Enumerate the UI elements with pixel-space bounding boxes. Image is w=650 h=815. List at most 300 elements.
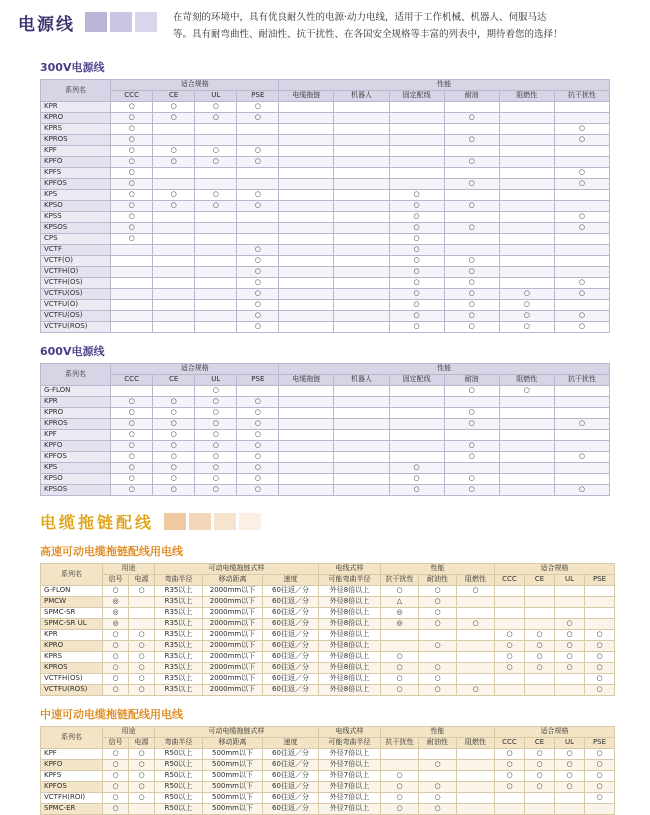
- cell-信号: ○: [103, 749, 129, 760]
- th-power: 电源: [129, 738, 155, 749]
- cell-耐油: ○: [444, 441, 499, 452]
- cell-CE: ○: [153, 441, 195, 452]
- cell-UL: [195, 234, 237, 245]
- cell-耐油: ○: [444, 452, 499, 463]
- cell-阻燃性: [499, 113, 554, 124]
- cell-电源: ○: [129, 674, 155, 685]
- cell-移动距离: 2000mm以下: [203, 652, 263, 663]
- cell-机器人: [334, 289, 389, 300]
- cell-PSE: ○: [585, 652, 615, 663]
- cell-PSE: ○: [585, 663, 615, 674]
- th-robot: 机器人: [334, 375, 389, 386]
- cell-CE: [525, 804, 555, 815]
- cell-机器人: [334, 485, 389, 496]
- cell-CCC: ○: [495, 652, 525, 663]
- th-signal: 信号: [103, 738, 129, 749]
- cell-机器人: [334, 234, 389, 245]
- table-row: [41, 749, 615, 760]
- cell-速度: 60往返／分: [263, 793, 319, 804]
- cell-抗干扰性: [554, 300, 609, 311]
- cell-UL: [555, 608, 585, 619]
- cell-阻燃性: [499, 474, 554, 485]
- header-intro: [173, 8, 640, 43]
- cell-CE: ○: [153, 474, 195, 485]
- swatch-2: [110, 12, 132, 32]
- cell-CE: [153, 289, 195, 300]
- cell-固定配线: ○: [389, 212, 444, 223]
- table-row: [41, 311, 610, 322]
- cell-CCC: [495, 674, 525, 685]
- cell-UL: ○: [555, 771, 585, 782]
- cell-series-name: KPSO: [41, 201, 111, 212]
- cell-CCC: [495, 597, 525, 608]
- cell-抗干扰性: ○: [381, 586, 419, 597]
- cell-CCC: [495, 804, 525, 815]
- cell-PSE: ○: [237, 157, 279, 168]
- cell-CCC: ○: [111, 234, 153, 245]
- cell-CCC: ○: [111, 408, 153, 419]
- cell-series-name: KPS: [41, 190, 111, 201]
- cell-series-name: KPR: [41, 102, 111, 113]
- cell-固定配线: [389, 146, 444, 157]
- cell-UL: ○: [195, 397, 237, 408]
- cell-CCC: ○: [111, 190, 153, 201]
- page-title: 电源线: [18, 15, 75, 35]
- table-row: [41, 641, 615, 652]
- table-row: [41, 289, 610, 300]
- cell-CE: [153, 168, 195, 179]
- table-highspeed-body: [41, 586, 615, 696]
- cell-抗干扰性: ○: [554, 212, 609, 223]
- cell-UL: [195, 289, 237, 300]
- th-robot: 机器人: [334, 91, 389, 102]
- cell-电缆拖链: [279, 212, 334, 223]
- cell-CCC: [495, 586, 525, 597]
- cell-CE: ○: [153, 157, 195, 168]
- cell-电缆拖链: [279, 397, 334, 408]
- cell-series-name: KPROS: [41, 663, 103, 674]
- cell-series-name: KPFS: [41, 771, 103, 782]
- cell-机器人: [334, 441, 389, 452]
- cell-抗干扰性: ○: [381, 782, 419, 793]
- cell-PSE: ○: [585, 641, 615, 652]
- cell-可能弯曲半径: 外径8倍以上: [319, 630, 381, 641]
- cell-固定配线: ○: [389, 474, 444, 485]
- cell-可能弯曲半径: 外径7倍以上: [319, 760, 381, 771]
- cell-固定配线: [389, 157, 444, 168]
- th-oil-resist: 耐油性: [419, 575, 457, 586]
- cell-机器人: [334, 386, 389, 397]
- th-noise-resist: 抗干扰性: [554, 91, 609, 102]
- cell-阻燃性: ○: [457, 586, 495, 597]
- cell-固定配线: ○: [389, 267, 444, 278]
- cell-耐油: ○: [444, 322, 499, 333]
- cell-固定配线: [389, 430, 444, 441]
- th-flame-resist: 阻燃性: [457, 575, 495, 586]
- th-oil-resist: 耐油性: [419, 738, 457, 749]
- cell-固定配线: ○: [389, 463, 444, 474]
- band-swatches: [164, 513, 261, 530]
- cell-CE: [153, 245, 195, 256]
- cell-抗干扰性: ○: [554, 124, 609, 135]
- cell-阻燃性: [457, 782, 495, 793]
- cell-PSE: [585, 586, 615, 597]
- table-row: [41, 452, 610, 463]
- cell-弯曲半径: R35以上: [155, 619, 203, 630]
- cell-阻燃性: [499, 223, 554, 234]
- cell-阻燃性: [499, 256, 554, 267]
- cell-PSE: ○: [585, 771, 615, 782]
- cell-抗干扰性: ○: [381, 793, 419, 804]
- cell-速度: 60往返／分: [263, 641, 319, 652]
- cell-UL: [555, 793, 585, 804]
- cell-CCC: ○: [111, 168, 153, 179]
- cell-PSE: ○: [237, 463, 279, 474]
- cell-弯曲半径: R35以上: [155, 597, 203, 608]
- cell-CCC: [111, 245, 153, 256]
- cell-UL: [195, 311, 237, 322]
- cell-固定配线: ○: [389, 278, 444, 289]
- cell-CCC: [495, 619, 525, 630]
- cell-固定配线: [389, 102, 444, 113]
- th-drag-chain: 电缆拖链: [279, 91, 334, 102]
- th-wire-spec: 电线式样: [319, 564, 381, 575]
- cell-电源: ○: [129, 749, 155, 760]
- cell-弯曲半径: R35以上: [155, 586, 203, 597]
- cell-固定配线: [389, 397, 444, 408]
- cell-CCC: ○: [111, 179, 153, 190]
- table-row: [41, 441, 610, 452]
- cell-抗干扰性: [554, 397, 609, 408]
- cell-PSE: [585, 804, 615, 815]
- cell-series-name: KPSS: [41, 212, 111, 223]
- cell-弯曲半径: R50以上: [155, 749, 203, 760]
- cell-机器人: [334, 474, 389, 485]
- cell-可能弯曲半径: 外径8倍以上: [319, 685, 381, 696]
- cell-series-name: KPRS: [41, 652, 103, 663]
- cell-PSE: ○: [237, 430, 279, 441]
- cell-series-name: VCTFU(OS): [41, 289, 111, 300]
- th-travel: 移动距离: [203, 575, 263, 586]
- band-swatch-1: [164, 513, 186, 530]
- cell-series-name: VCTFU(ROS): [41, 685, 103, 696]
- cell-PSE: ○: [237, 289, 279, 300]
- cell-UL: [195, 179, 237, 190]
- cell-弯曲半径: R35以上: [155, 663, 203, 674]
- cell-CE: ○: [525, 760, 555, 771]
- cell-CCC: ○: [111, 441, 153, 452]
- table-row: [41, 179, 610, 190]
- table-row: [41, 474, 610, 485]
- cell-速度: 60往返／分: [263, 674, 319, 685]
- cell-UL: ○: [195, 201, 237, 212]
- cell-CE: [525, 685, 555, 696]
- cell-阻燃性: [499, 179, 554, 190]
- cell-UL: ○: [195, 474, 237, 485]
- cell-CCC: [495, 608, 525, 619]
- cell-CE: [153, 234, 195, 245]
- cell-机器人: [334, 157, 389, 168]
- th-standards: 适合规格: [111, 80, 279, 91]
- cell-弯曲半径: R50以上: [155, 782, 203, 793]
- table-midspeed-body: [41, 749, 615, 815]
- cell-PSE: ○: [585, 749, 615, 760]
- cell-固定配线: [389, 386, 444, 397]
- cell-电源: [129, 597, 155, 608]
- cell-电缆拖链: [279, 463, 334, 474]
- cell-电源: ○: [129, 652, 155, 663]
- table-row: [41, 113, 610, 124]
- cell-CCC: ○: [111, 146, 153, 157]
- cell-速度: 60往返／分: [263, 597, 319, 608]
- cell-电源: ○: [129, 663, 155, 674]
- cell-series-name: KPSO: [41, 474, 111, 485]
- cell-CE: [153, 300, 195, 311]
- cell-固定配线: [389, 135, 444, 146]
- table-row: [41, 102, 610, 113]
- cell-UL: [555, 597, 585, 608]
- cell-信号: ○: [103, 771, 129, 782]
- cell-速度: 60往返／分: [263, 608, 319, 619]
- cell-可能弯曲半径: 外径8倍以上: [319, 597, 381, 608]
- cell-阻燃性: ○: [499, 311, 554, 322]
- cell-UL: ○: [555, 760, 585, 771]
- cell-速度: 60往返／分: [263, 804, 319, 815]
- cell-PSE: [237, 179, 279, 190]
- cell-CE: [153, 267, 195, 278]
- table-row: [41, 793, 615, 804]
- cell-阻燃性: [499, 146, 554, 157]
- cell-机器人: [334, 430, 389, 441]
- cell-UL: ○: [555, 619, 585, 630]
- table-row: [41, 135, 610, 146]
- cell-机器人: [334, 223, 389, 234]
- cell-PSE: ○: [237, 245, 279, 256]
- cell-阻燃性: [499, 408, 554, 419]
- cell-耐油: [444, 124, 499, 135]
- cell-CE: ○: [153, 102, 195, 113]
- cell-阻燃性: ○: [457, 685, 495, 696]
- cell-电缆拖链: [279, 386, 334, 397]
- cell-耐油性: ○: [419, 760, 457, 771]
- cell-UL: ○: [555, 782, 585, 793]
- cell-固定配线: [389, 124, 444, 135]
- cell-固定配线: ○: [389, 289, 444, 300]
- cell-移动距离: 500mm以下: [203, 760, 263, 771]
- cell-PSE: ○: [237, 102, 279, 113]
- cell-机器人: [334, 452, 389, 463]
- cell-CE: ○: [153, 463, 195, 474]
- cell-series-name: CPS: [41, 234, 111, 245]
- th-series: 系列名: [41, 364, 111, 386]
- th-speed: 速度: [263, 575, 319, 586]
- cell-PSE: [237, 168, 279, 179]
- th-performance: 性能: [381, 727, 495, 738]
- cell-PSE: ○: [237, 201, 279, 212]
- cell-电缆拖链: [279, 113, 334, 124]
- header-swatches: [85, 8, 157, 32]
- cell-机器人: [334, 124, 389, 135]
- cell-series-name: VCTF(O): [41, 256, 111, 267]
- cell-可能弯曲半径: 外径7倍以上: [319, 749, 381, 760]
- cell-series-name: KPF: [41, 146, 111, 157]
- table-row: [41, 485, 610, 496]
- cell-信号: ◎: [103, 597, 129, 608]
- cell-抗干扰性: [554, 245, 609, 256]
- table-row: [41, 586, 615, 597]
- cell-series-name: VCTFH(ROI): [41, 793, 103, 804]
- cell-耐油: [444, 245, 499, 256]
- cell-固定配线: [389, 113, 444, 124]
- cell-阻燃性: [457, 608, 495, 619]
- cell-UL: ○: [555, 663, 585, 674]
- cell-电源: ○: [129, 782, 155, 793]
- cell-PSE: [585, 597, 615, 608]
- cell-抗干扰性: [554, 386, 609, 397]
- cell-series-name: KPRS: [41, 124, 111, 135]
- cell-固定配线: ○: [389, 223, 444, 234]
- th-series: 系列名: [41, 80, 111, 102]
- cell-series-name: VCTFH(O): [41, 267, 111, 278]
- cell-CE: ○: [153, 430, 195, 441]
- cell-CCC: ○: [111, 124, 153, 135]
- th-noise-resist: 抗干扰性: [381, 738, 419, 749]
- th-performance: 性能: [381, 564, 495, 575]
- cell-可能弯曲半径: 外径8倍以上: [319, 608, 381, 619]
- cell-耐油: [444, 102, 499, 113]
- cell-阻燃性: [457, 749, 495, 760]
- cell-耐油性: ○: [419, 674, 457, 685]
- cell-速度: 60往返／分: [263, 630, 319, 641]
- band-swatch-2: [189, 513, 211, 530]
- cell-CCC: [111, 322, 153, 333]
- table-row: [41, 771, 615, 782]
- cell-阻燃性: [499, 485, 554, 496]
- th-ul: UL: [195, 375, 237, 386]
- cell-移动距离: 2000mm以下: [203, 586, 263, 597]
- cell-弯曲半径: R50以上: [155, 760, 203, 771]
- cell-耐油性: [419, 749, 457, 760]
- cell-固定配线: ○: [389, 190, 444, 201]
- cell-PSE: ○: [237, 322, 279, 333]
- th-series: 系列名: [41, 564, 103, 586]
- th-ccc: CCC: [495, 575, 525, 586]
- cell-机器人: [334, 102, 389, 113]
- table-header-group-row: [41, 364, 610, 375]
- cell-电源: ○: [129, 586, 155, 597]
- cell-耐油: [444, 168, 499, 179]
- table-row: [41, 463, 610, 474]
- cell-PSE: ○: [237, 419, 279, 430]
- table-300v: [40, 79, 610, 333]
- cell-固定配线: ○: [389, 234, 444, 245]
- cell-可能弯曲半径: 外径7倍以上: [319, 804, 381, 815]
- table-row: [41, 674, 615, 685]
- th-ccc: CCC: [111, 91, 153, 102]
- cell-阻燃性: [499, 124, 554, 135]
- swatch-1: [85, 12, 107, 32]
- cell-耐油性: ○: [419, 663, 457, 674]
- cell-阻燃性: [499, 245, 554, 256]
- cell-PSE: ○: [585, 760, 615, 771]
- table-row: [41, 430, 610, 441]
- cell-耐油性: ○: [419, 685, 457, 696]
- cell-抗干扰性: ○: [381, 685, 419, 696]
- cell-CE: ○: [525, 630, 555, 641]
- cell-CE: [525, 608, 555, 619]
- cell-耐油: ○: [444, 408, 499, 419]
- table-row: [41, 300, 610, 311]
- cell-电缆拖链: [279, 201, 334, 212]
- cell-PSE: ○: [237, 300, 279, 311]
- cell-PSE: ○: [585, 685, 615, 696]
- table-row: [41, 386, 610, 397]
- cell-机器人: [334, 212, 389, 223]
- cell-移动距离: 500mm以下: [203, 793, 263, 804]
- cell-CCC: [111, 278, 153, 289]
- cell-抗干扰性: [554, 463, 609, 474]
- cell-series-name: KPS: [41, 463, 111, 474]
- cell-信号: ○: [103, 760, 129, 771]
- cell-耐油: ○: [444, 474, 499, 485]
- cell-弯曲半径: R35以上: [155, 685, 203, 696]
- cell-阻燃性: [499, 102, 554, 113]
- cell-UL: [195, 267, 237, 278]
- cell-series-name: VCTFU(OS): [41, 311, 111, 322]
- cell-CCC: ○: [495, 782, 525, 793]
- th-standards: 适合规格: [495, 727, 615, 738]
- cell-UL: [195, 278, 237, 289]
- cell-抗干扰性: △: [381, 597, 419, 608]
- cell-CCC: ○: [111, 474, 153, 485]
- cell-耐油: ○: [444, 386, 499, 397]
- cell-CE: [153, 256, 195, 267]
- cell-PSE: [237, 386, 279, 397]
- cell-CCC: ○: [495, 630, 525, 641]
- cell-电缆拖链: [279, 102, 334, 113]
- cell-抗干扰性: [554, 267, 609, 278]
- cell-可能弯曲半径: 外径8倍以上: [319, 652, 381, 663]
- cell-阻燃性: [457, 674, 495, 685]
- cell-机器人: [334, 408, 389, 419]
- cell-PSE: ○: [237, 311, 279, 322]
- band-swatch-4: [239, 513, 261, 530]
- cell-耐油性: ○: [419, 608, 457, 619]
- section-title-600v: 600V电源线: [40, 345, 105, 359]
- th-fixed-wiring: 固定配线: [389, 91, 444, 102]
- cell-信号: ○: [103, 663, 129, 674]
- cell-series-name: KPSOS: [41, 223, 111, 234]
- cell-机器人: [334, 256, 389, 267]
- cell-抗干扰性: [554, 441, 609, 452]
- cell-UL: ○: [195, 430, 237, 441]
- cell-机器人: [334, 135, 389, 146]
- th-flame-resist: 阻燃性: [457, 738, 495, 749]
- cell-阻燃性: [499, 168, 554, 179]
- cell-机器人: [334, 311, 389, 322]
- cell-信号: ○: [103, 630, 129, 641]
- cell-CCC: ○: [495, 663, 525, 674]
- cell-电缆拖链: [279, 245, 334, 256]
- table-row: [41, 608, 615, 619]
- cell-PSE: ○: [237, 452, 279, 463]
- cell-信号: ○: [103, 674, 129, 685]
- cell-电缆拖链: [279, 223, 334, 234]
- cell-CCC: ○: [111, 157, 153, 168]
- cell-抗干扰性: ○: [381, 771, 419, 782]
- cell-阻燃性: [499, 267, 554, 278]
- cell-电源: ○: [129, 685, 155, 696]
